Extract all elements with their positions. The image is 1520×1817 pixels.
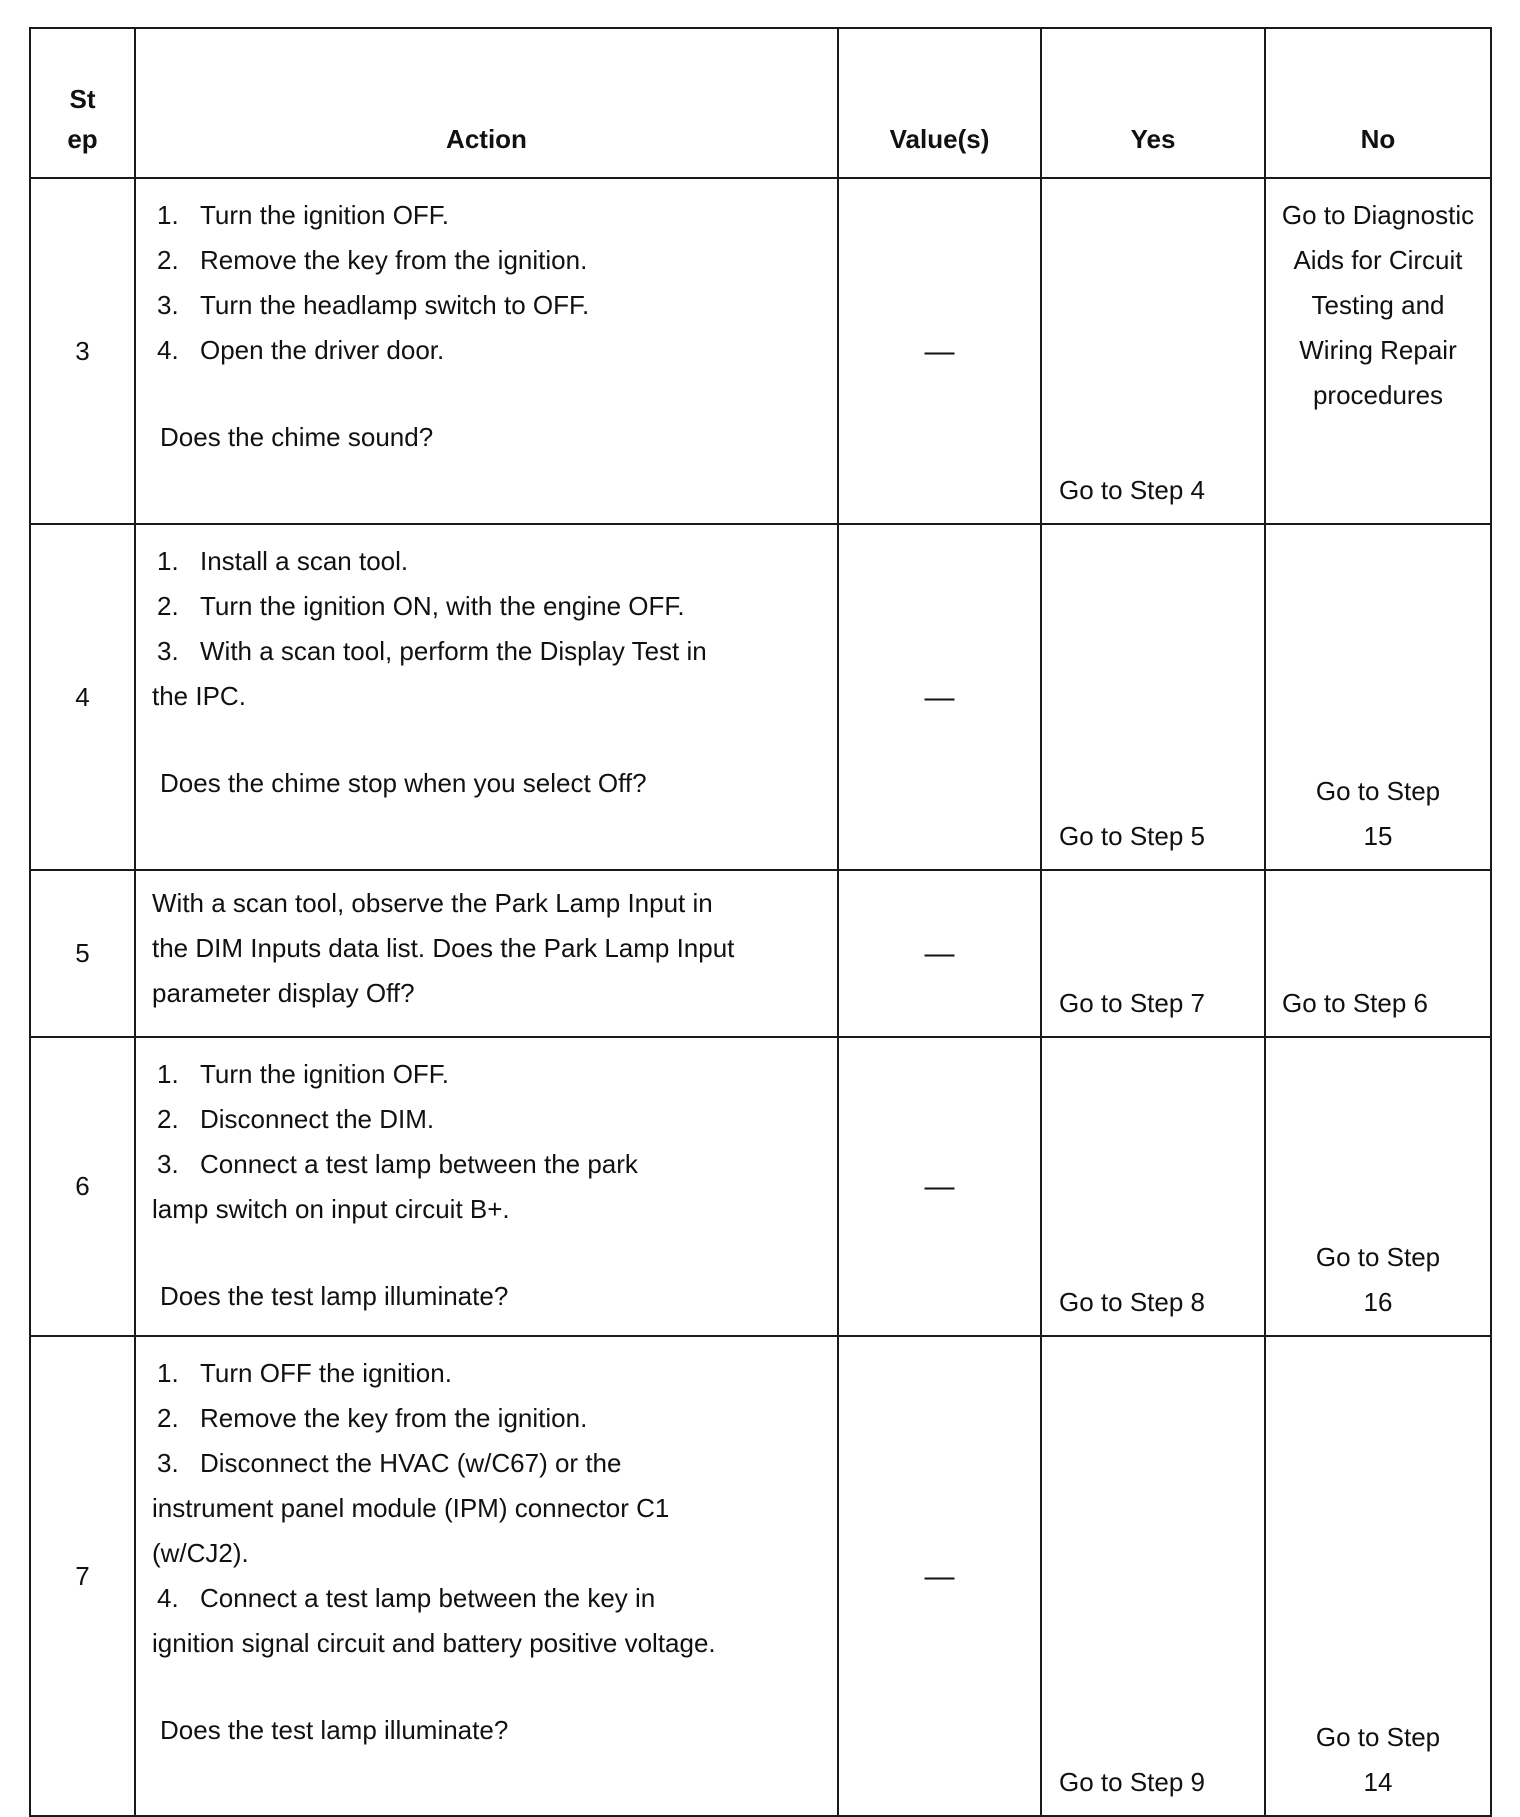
table-row [30, 1336, 1491, 1816]
action-step-text: With a scan tool, perform the Display Test in the IPC. [152, 636, 707, 711]
table-row [30, 870, 1491, 1037]
action-text: With a scan tool, observe the Park Lamp Input in the DIM Inputs data list. Does the Park Lamp Input parameter display Off? [152, 888, 735, 1008]
action-step-text: Turn OFF the ignition. [200, 1358, 452, 1388]
action-question: Does the chime sound? [160, 422, 434, 452]
action-step: 2. Remove the key from the ignition. [157, 1403, 588, 1433]
table-row [30, 524, 1491, 870]
header-row [30, 28, 1491, 178]
action-step-text: Install a scan tool. [200, 546, 409, 576]
action-step: 4. Open the driver door. [157, 335, 445, 365]
action-question: Does the test lamp illuminate? [160, 1715, 509, 1745]
action-step-text: Turn the headlamp switch to OFF. [200, 290, 590, 320]
action-step: 3. Turn the headlamp switch to OFF. [157, 290, 590, 320]
action-step: 4. Connect a test lamp between the key in ignition signal circuit and battery positive voltage. [152, 1583, 716, 1658]
action-step-text: Disconnect the DIM. [200, 1104, 435, 1134]
header-values: Value(s) [838, 28, 1041, 178]
action-steps [152, 539, 821, 719]
action-step-text: Connect a test lamp between the key in ignition signal circuit and battery positive voltage. [152, 1583, 716, 1658]
action-steps [152, 1351, 821, 1666]
action-step-text: Remove the key from the ignition. [200, 1403, 588, 1433]
yes-cell: Go to Step 8 [1041, 1037, 1265, 1336]
header-no: No [1265, 28, 1491, 178]
header-step [30, 28, 135, 178]
yes-cell: Go to Step 7 [1041, 870, 1265, 1037]
action-step: 1. Turn OFF the ignition. [157, 1358, 452, 1388]
action-step-text: Remove the key from the ignition. [200, 245, 588, 275]
action-cell [135, 524, 838, 870]
header-action: Action [135, 28, 838, 178]
action-step: 1. Install a scan tool. [157, 546, 409, 576]
value-cell: — [838, 524, 1041, 870]
action-step-text: Turn the ignition OFF. [200, 1059, 450, 1089]
action-step: 2. Turn the ignition ON, with the engine OFF. [157, 591, 685, 621]
no-cell-text: Go to Step 15 [1315, 776, 1441, 851]
action-step-text: Turn the ignition OFF. [200, 200, 450, 230]
action-steps [152, 193, 821, 373]
no-cell [1265, 524, 1491, 870]
value-cell: — [838, 870, 1041, 1037]
action-cell [135, 178, 838, 524]
value-cell: — [838, 1336, 1041, 1816]
yes-cell: Go to Step 5 [1041, 524, 1265, 870]
action-step-text: Connect a test lamp between the park lamp switch on input circuit B+. [152, 1149, 638, 1224]
action-step: 1. Turn the ignition OFF. [157, 200, 450, 230]
value-cell: — [838, 178, 1041, 524]
header-yes: Yes [1041, 28, 1265, 178]
yes-cell: Go to Step 4 [1041, 178, 1265, 524]
action-cell [135, 1336, 838, 1816]
action-step-text: Turn the ignition ON, with the engine OFF. [200, 591, 685, 621]
action-step: 3. With a scan tool, perform the Display Test in the IPC. [152, 636, 707, 711]
no-cell: Go to Diagnostic Aids for Circuit Testing and Wiring Repair procedures [1265, 178, 1491, 524]
action-step: 2. Disconnect the DIM. [157, 1104, 435, 1134]
no-cell-text: Go to Step 14 [1315, 1722, 1441, 1797]
table-row [30, 178, 1491, 524]
step-number: 5 [30, 870, 135, 1037]
value-cell: — [838, 1037, 1041, 1336]
header-step-label: St ep [67, 84, 98, 154]
action-step: 3. Disconnect the HVAC (w/C67) or the instrument panel module (IPM) connector C1 (w/CJ2). [152, 1448, 670, 1568]
action-step-text: Disconnect the HVAC (w/C67) or the instrument panel module (IPM) connector C1 (w/CJ2). [152, 1448, 670, 1568]
action-step: 2. Remove the key from the ignition. [157, 245, 588, 275]
no-cell [1265, 1037, 1491, 1336]
action-cell [135, 1037, 838, 1336]
yes-cell: Go to Step 9 [1041, 1336, 1265, 1816]
no-cell: Go to Step 6 [1265, 870, 1491, 1037]
action-step-text: Open the driver door. [200, 335, 445, 365]
action-steps [152, 1052, 821, 1232]
action-question: Does the test lamp illuminate? [160, 1281, 509, 1311]
no-cell [1265, 1336, 1491, 1816]
step-number: 7 [30, 1336, 135, 1816]
diagnostic-table [29, 27, 1492, 1817]
step-number: 3 [30, 178, 135, 524]
step-number: 6 [30, 1037, 135, 1336]
table-row [30, 1037, 1491, 1336]
action-step: 1. Turn the ignition OFF. [157, 1059, 450, 1089]
no-cell-text: Go to Step 16 [1315, 1242, 1441, 1317]
step-number: 4 [30, 524, 135, 870]
action-step: 3. Connect a test lamp between the park lamp switch on input circuit B+. [152, 1149, 638, 1224]
action-cell [135, 870, 838, 1037]
action-question: Does the chime stop when you select Off? [160, 768, 647, 798]
